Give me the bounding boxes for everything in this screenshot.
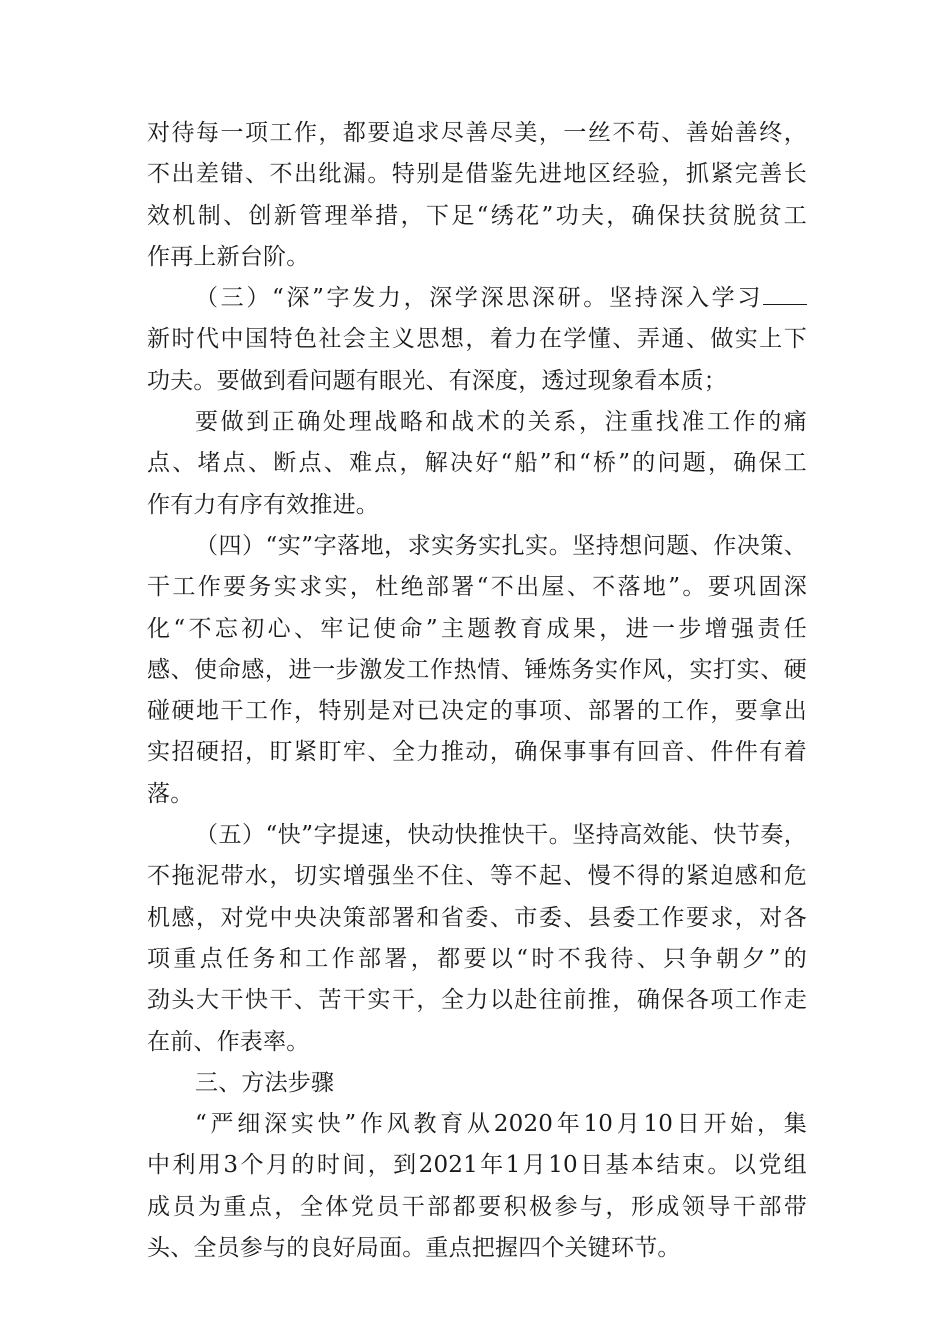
text-line: 化“不忘初心、牢记使命”主题教育成果，进一步增强责任 [147, 615, 807, 642]
text-line: 在前、作表率。 [147, 1028, 310, 1055]
text-line: 不出差错、不出纰漏。特别是借鉴先进地区经验，抓紧完善长 [147, 161, 807, 188]
text-line: （三）“深”字发力，深学深思深研。坚持深入学习 [195, 285, 763, 312]
document-body [147, 113, 807, 1269]
text-line: 中利用3个月的时间，到2021年1月10日基本结束。以党组 [147, 1152, 807, 1179]
section-heading: 三、方法步骤 [195, 1069, 335, 1096]
text-line: 碰硬地干工作，特别是对已决定的事项、部署的工作，要拿出 [147, 698, 807, 725]
text-line: 实招硬招，盯紧盯牢、全力推动，确保事事有回音、件件有着 [147, 739, 807, 766]
blank-underline [763, 280, 807, 305]
text-line: 作有力有序有效推进。 [147, 491, 379, 518]
text-line: 点、堵点、断点、难点，解决好“船”和“桥”的问题，确保工 [147, 450, 807, 477]
text-line: “严细深实快”作风教育从2020年10月10日开始，集 [195, 1111, 807, 1138]
text-line: 作再上新台阶。 [147, 243, 310, 270]
text-line: 干工作要务实求实，杜绝部署“不出屋、不落地”。要巩固深 [147, 574, 807, 601]
text-line: 要做到正确处理战略和战术的关系，注重找准工作的痛 [195, 409, 807, 436]
text-line: 机感，对党中央决策部署和省委、市委、县委工作要求，对各 [147, 904, 807, 931]
text-line: （四）“实”字落地，求实务实扎实。坚持想问题、作决策、 [195, 532, 807, 559]
text-line: 头、全员参与的良好局面。重点把握四个关键环节。 [147, 1235, 681, 1262]
text-line: 落。 [147, 780, 194, 807]
text-line: 新时代中国特色社会主义思想，着力在学懂、弄通、做实上下 [147, 326, 807, 353]
text-line: 不拖泥带水，切实增强坐不住、等不起、慢不得的紧迫感和危 [147, 863, 807, 890]
text-line: 劲头大干快干、苦干实干，全力以赴往前推，确保各项工作走 [147, 987, 807, 1014]
text-line: 功夫。要做到看问题有眼光、有深度，透过现象看本质； [147, 367, 727, 394]
text-line: 感、使命感，进一步激发工作热情、锤炼务实作风，实打实、硬 [147, 656, 807, 683]
text-line: 项重点任务和工作部署，都要以“时不我待、只争朝夕”的 [147, 945, 807, 972]
section-three-heading-line [147, 278, 807, 319]
text-line: 成员为重点，全体党员干部都要积极参与，形成领导干部带 [147, 1193, 807, 1220]
text-line: （五）“快”字提速，快动快推快干。坚持高效能、快节奏， [195, 822, 807, 849]
text-line: 效机制、创新管理举措，下足“绣花”功夫，确保扶贫脱贫工 [147, 202, 807, 229]
text-line: 对待每一项工作，都要追求尽善尽美，一丝不苟、善始善终， [147, 120, 807, 146]
